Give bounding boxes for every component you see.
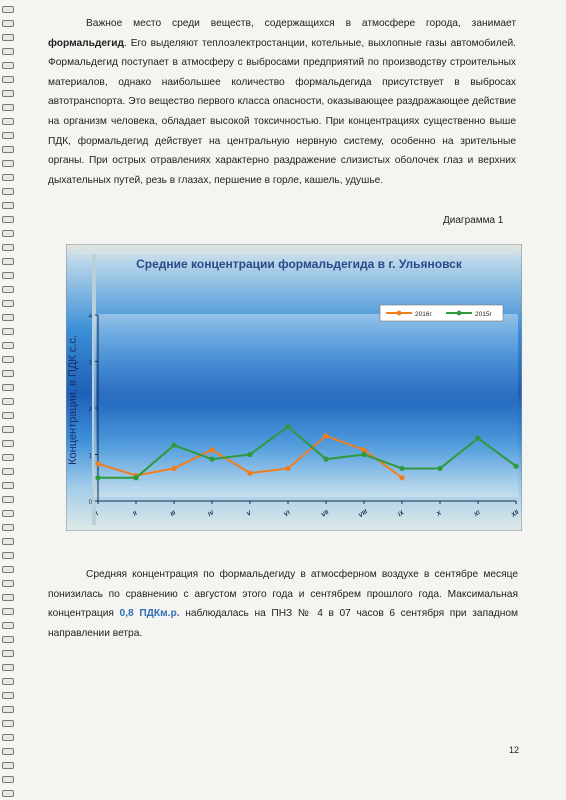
x-tick-label: I <box>95 511 100 518</box>
data-point <box>399 466 404 471</box>
data-point <box>171 443 176 448</box>
binding-ring <box>2 524 14 531</box>
binding-ring <box>2 202 14 209</box>
binding-ring <box>2 272 14 279</box>
binding-ring <box>2 188 14 195</box>
data-point <box>209 447 214 452</box>
data-point <box>247 471 252 476</box>
data-point <box>361 452 366 457</box>
binding-ring <box>2 314 14 321</box>
x-tick-label: VII <box>320 509 331 519</box>
data-point <box>209 457 214 462</box>
data-point <box>95 461 100 466</box>
binding-ring <box>2 356 14 363</box>
binding-ring <box>2 748 14 755</box>
binding-ring <box>2 146 14 153</box>
binding-ring <box>2 342 14 349</box>
binding-ring <box>2 608 14 615</box>
x-tick-label: VI <box>283 510 292 519</box>
binding-ring <box>2 286 14 293</box>
binding-ring <box>2 538 14 545</box>
binding-ring <box>2 482 14 489</box>
binding-ring <box>2 650 14 657</box>
data-point <box>437 466 442 471</box>
binding-ring <box>2 6 14 13</box>
binding-ring <box>2 90 14 97</box>
y-tick-label: 3 <box>88 360 92 367</box>
legend-label: 2015г <box>475 311 492 318</box>
x-tick-label: V <box>246 510 253 518</box>
binding-ring <box>2 398 14 405</box>
binding-ring <box>2 678 14 685</box>
binding-ring <box>2 566 14 573</box>
binding-ring <box>2 412 14 419</box>
chart-title: Средние концентрации формальдегида в г. Ульяновск <box>136 257 462 271</box>
binding-ring <box>2 664 14 671</box>
binding-ring <box>2 734 14 741</box>
binding-ring <box>2 692 14 699</box>
binding-ring <box>2 216 14 223</box>
binding-ring <box>2 48 14 55</box>
binding-ring <box>2 132 14 139</box>
data-point <box>399 475 404 480</box>
data-point <box>285 466 290 471</box>
binding-ring <box>2 328 14 335</box>
plot-area <box>94 314 518 497</box>
binding-ring <box>2 34 14 41</box>
intro-bold-term: формальдегид <box>48 37 124 49</box>
binding-ring <box>2 636 14 643</box>
binding-ring <box>2 230 14 237</box>
binding-ring <box>2 720 14 727</box>
x-tick-label: II <box>132 510 139 518</box>
binding-ring <box>2 552 14 559</box>
summary-paragraph <box>48 565 518 643</box>
binding-ring <box>2 76 14 83</box>
data-point <box>323 457 328 462</box>
chart-frame <box>66 244 522 531</box>
binding-ring <box>2 244 14 251</box>
data-point <box>361 447 366 452</box>
diagram-label: Диаграмма 1 <box>443 215 504 226</box>
y-axis-label: Концентрации, в ПДК с.с. <box>67 335 79 465</box>
binding-ring <box>2 594 14 601</box>
binding-ring <box>2 580 14 587</box>
data-point <box>171 466 176 471</box>
binding-ring <box>2 454 14 461</box>
data-point <box>247 452 252 457</box>
legend-swatch-marker <box>397 311 402 316</box>
summary-text-1: Средняя концентрация по формальдегиду в атмосферном воздухе в сентябре месяце понизилась по сравнению с августом этого года и сентябрем прошлого года. Максимальная концентрация <box>48 569 518 620</box>
intro-text-2: . Его выделяют теплоэлектростанции, котельные, выхлопные газы автомобилей. Формальдегид поступает в атмосферу с выбросами предприятий по производству строительных материалов, однако наибольшее количество формальдегида присутствует в выбросах автотранспорта. Это вещество первого класса опасности, оказывающее раздражающее действие на организм человека, обладает высокой токсичностью. При концентрациях существенно выше ПДК, формальдегид действует на центральную нервную систему, особенно на зрительные органы. При острых отравлениях характерно раздражение слизистых оболочек глаз и верхних дыхательных путей, резь в глазах, першение в горле, кашель, удушье. <box>48 37 516 186</box>
binding-ring <box>2 440 14 447</box>
legend-label: 2016г <box>415 311 432 318</box>
x-tick-label: XII <box>510 509 521 519</box>
binding-ring <box>2 776 14 783</box>
binding-ring <box>2 258 14 265</box>
data-point <box>285 424 290 429</box>
page-number: 12 <box>509 745 520 755</box>
binding-ring <box>2 426 14 433</box>
formaldehyde-chart <box>66 244 522 531</box>
y-tick-label: 2 <box>88 407 92 413</box>
x-tick-label: III <box>169 510 178 519</box>
binding-ring <box>2 118 14 125</box>
binding-ring <box>2 762 14 769</box>
y-tick-label: 4 <box>88 314 92 320</box>
binding-ring <box>2 160 14 167</box>
binding-ring <box>2 62 14 69</box>
y-tick-label: 0 <box>88 500 92 506</box>
binding-ring <box>2 300 14 307</box>
max-concentration-value: 0,8 ПДКм.р. <box>119 608 180 620</box>
data-point <box>133 475 138 480</box>
binding-ring <box>2 510 14 517</box>
data-point <box>95 475 100 480</box>
intro-text-1: Важное место среди веществ, содержащихся в атмосфере города, занимает <box>86 18 516 29</box>
binding-ring <box>2 622 14 629</box>
binding-ring <box>2 468 14 475</box>
binding-ring <box>2 706 14 713</box>
binding-ring <box>2 790 14 797</box>
x-tick-label: VIII <box>358 509 369 520</box>
chart-top-band <box>74 252 514 254</box>
legend-swatch-marker <box>457 311 462 316</box>
chart-legend <box>380 305 503 321</box>
data-point <box>323 433 328 438</box>
x-tick-label: IX <box>397 510 406 519</box>
binding-ring <box>2 174 14 181</box>
binding-ring <box>2 20 14 27</box>
binding-ring <box>2 104 14 111</box>
binding-ring <box>2 370 14 377</box>
y-tick-label: 1 <box>88 453 92 460</box>
x-tick-label: IV <box>207 510 216 519</box>
intro-paragraph <box>48 14 516 190</box>
x-tick-label: XI <box>473 510 482 519</box>
binding-ring <box>2 384 14 391</box>
binding-ring <box>2 496 14 503</box>
data-point <box>513 464 518 469</box>
x-tick-label: X <box>436 510 443 518</box>
summary-text-2: наблюдалась на ПНЗ № 4 в 07 часов 6 сентября при западном направлении ветра. <box>48 608 519 639</box>
spiral-binding <box>0 0 14 800</box>
data-point <box>475 436 480 441</box>
